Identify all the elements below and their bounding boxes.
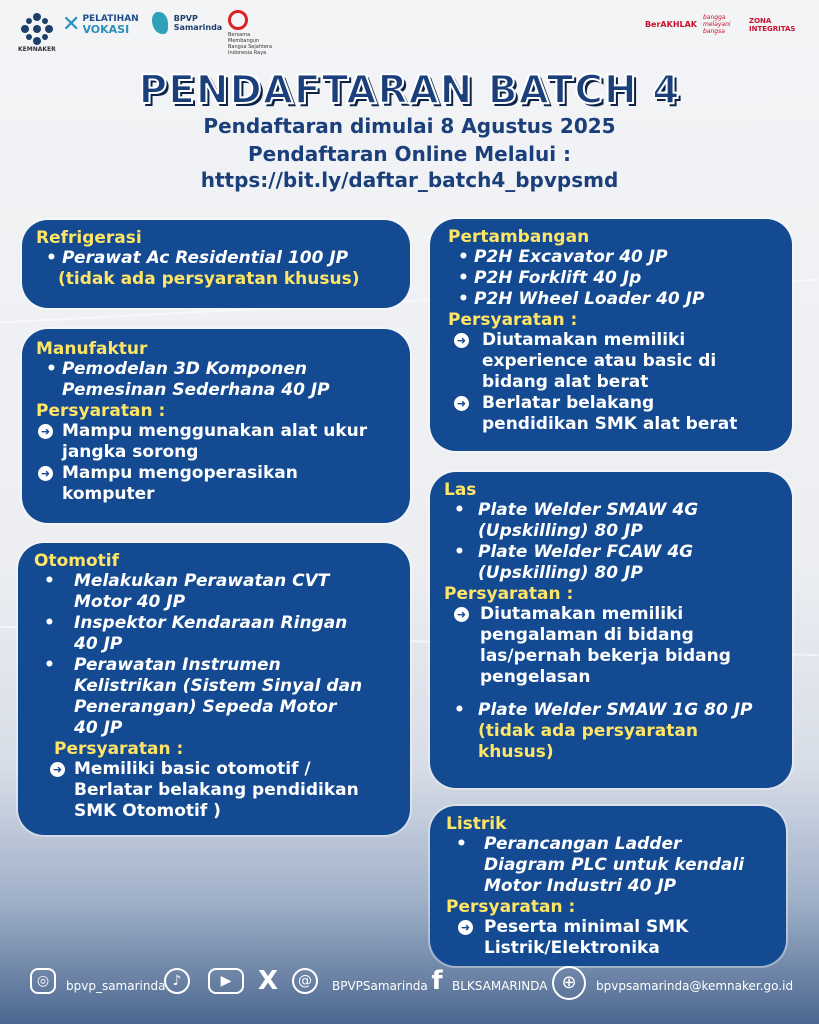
x-icon[interactable]: X	[257, 966, 279, 996]
zona-integritas-logo: ZONA INTEGRITAS	[749, 16, 796, 33]
course-line: • Pemodelan 3D Komponen	[62, 359, 308, 379]
course-item: • Perawat Ac Residential 100 JP	[36, 248, 396, 269]
course-item	[34, 613, 394, 655]
arrow-right-icon: ➜	[454, 333, 469, 348]
email-address[interactable]: bpvpsamarinda@kemnaker.go.id	[596, 979, 794, 993]
requirement-line: Mampu menggunakan alat ukur	[62, 421, 368, 441]
course-line: (Upskilling) 80 JP	[478, 563, 643, 583]
arrow-right-icon: ➜	[38, 466, 53, 481]
arrow-right-icon: ➜	[454, 607, 469, 622]
berakhlak-logo: BerAKHLAK	[644, 20, 697, 29]
course-item: • P2H Wheel Loader 40 JP	[448, 289, 774, 310]
requirements-label: Persyaratan :	[448, 310, 578, 330]
course-line: 40 JP	[74, 634, 123, 654]
requirement-line: Diutamakan memiliki	[482, 330, 686, 350]
course-line: • Melakukan Perawatan CVT	[74, 571, 330, 591]
instagram-handle[interactable]: bpvp_samarinda	[66, 979, 166, 993]
x-handle[interactable]: BPVPSamarinda	[332, 979, 428, 993]
bercerita-logo	[228, 10, 276, 56]
requirement-item	[448, 330, 774, 393]
bpvp-figure-icon	[152, 12, 168, 34]
youtube-icon[interactable]: ▶	[208, 968, 244, 994]
page-title: PENDAFTARAN BATCH 4	[138, 68, 681, 113]
requirement-line: Berlatar belakang pendidikan	[74, 780, 359, 800]
course-line: Motor 40 JP	[74, 592, 186, 612]
course-line: Diagram PLC untuk kendali	[484, 855, 745, 875]
course-line: • Inspektor Kendaraan Ringan	[74, 613, 348, 633]
card-las	[430, 472, 792, 788]
requirement-line: komputer	[62, 484, 155, 504]
header-logos	[0, 0, 819, 60]
course-item	[36, 359, 396, 401]
kemnaker-emblem-icon	[20, 12, 54, 46]
instagram-icon[interactable]: ◎	[30, 968, 56, 994]
course-line: • Plate Welder SMAW 4G	[478, 500, 699, 520]
tiktok-icon[interactable]: ♪	[164, 968, 190, 994]
vokasi-label: VOKASI	[82, 22, 130, 36]
bpvp-samarinda-logo	[152, 12, 222, 34]
requirement-line: Memiliki basic otomotif /	[74, 759, 311, 779]
course-line: Penerangan) Sepeda Motor	[74, 697, 337, 717]
course-item: • P2H Excavator 40 JP	[448, 247, 774, 268]
course-line: • Perancangan Ladder	[484, 834, 682, 854]
requirement-line: Berlatar belakang	[482, 393, 655, 413]
card-otomotif	[18, 543, 410, 835]
requirement-item	[448, 393, 774, 435]
course-item	[34, 655, 394, 739]
category-pertambangan: Pertambangan	[448, 227, 590, 247]
category-las: Las	[444, 480, 477, 500]
bangga-melayani-logo: bangga melayani bangsa	[703, 14, 731, 35]
course-item	[444, 542, 778, 584]
requirements-label: Persyaratan :	[36, 401, 166, 421]
requirements-label: Persyaratan :	[444, 584, 574, 604]
course-item	[34, 571, 394, 613]
course-line: • Plate Welder FCAW 4G	[478, 542, 694, 562]
course-item	[444, 500, 778, 542]
kemnaker-label: KEMNAKER	[18, 46, 56, 53]
category-refrigerasi: Refrigerasi	[36, 228, 142, 248]
course-line: Pemesinan Sederhana 40 JP	[62, 380, 330, 400]
course-line: (Upskilling) 80 JP	[478, 521, 643, 541]
right-logos	[645, 14, 799, 35]
note-line: (tidak ada persyaratan	[478, 721, 698, 741]
note-line: khusus)	[478, 742, 554, 762]
ring-icon	[228, 10, 248, 30]
card-listrik	[430, 806, 786, 966]
requirement-item	[34, 759, 394, 822]
requirement-item	[446, 917, 770, 959]
course-line: 40 JP	[74, 718, 123, 738]
online-registration-label: Pendaftaran Online Melalui :	[247, 142, 572, 166]
requirement-line: Peserta minimal SMK	[484, 917, 689, 937]
requirement-line: las/pernah bekerja bidang	[480, 646, 731, 666]
course-item	[446, 834, 770, 897]
requirement-item	[444, 604, 778, 688]
requirement-line: Listrik/Elektronika	[484, 938, 660, 958]
arrow-right-icon: ➜	[50, 762, 65, 777]
course-item: • P2H Forklift 40 Jp	[448, 268, 774, 289]
requirements-label: Persyaratan :	[54, 739, 184, 759]
card-manufaktur	[22, 329, 410, 523]
requirement-item	[36, 421, 396, 463]
course-line: Motor Industri 40 JP	[484, 876, 677, 896]
requirement-line: jangka sorong	[62, 442, 199, 462]
facebook-handle[interactable]: BLKSAMARINDA	[452, 979, 548, 993]
globe-icon[interactable]: ⊕	[552, 966, 586, 1000]
threads-icon[interactable]: @	[292, 968, 318, 994]
card-pertambangan	[430, 219, 792, 451]
arrow-right-icon: ➜	[454, 396, 469, 411]
requirements-label: Persyaratan :	[446, 897, 576, 917]
course-line: • Perawatan Instrumen	[74, 655, 281, 675]
course-item: • Plate Welder SMAW 1G 80 JP	[444, 700, 778, 721]
requirement-line: Mampu mengoperasikan	[62, 463, 298, 483]
requirement-line: pengelasan	[480, 667, 591, 687]
requirement-line: pendidikan SMK alat berat	[482, 414, 738, 434]
arrow-right-icon: ➜	[458, 920, 473, 935]
course-line: Kelistrikan (Sistem Sinyal dan	[74, 676, 363, 696]
requirement-line: experience atau basic di	[482, 351, 717, 371]
bpvp-label: BPVP	[173, 14, 198, 23]
pelatihan-label: PELATIHAN	[82, 13, 139, 24]
requirement-note: (tidak ada persyaratan khusus)	[58, 269, 360, 289]
pelatihan-vokasi-logo	[62, 12, 139, 37]
vokasi-x-icon: ✕	[62, 12, 81, 37]
requirement-note	[444, 721, 778, 763]
bercerita-label: Bersama Membangun Bangsa Sejahtera Indonesia Raya	[228, 32, 273, 56]
requirement-line: pengalaman di bidang	[480, 625, 694, 645]
category-listrik: Listrik	[446, 814, 507, 834]
card-refrigerasi	[22, 220, 410, 308]
category-manufaktur: Manufaktur	[36, 339, 148, 359]
requirement-line: bidang alat berat	[482, 372, 649, 392]
category-otomotif: Otomotif	[34, 551, 119, 571]
footer-social	[0, 962, 819, 1018]
registration-start-date: Pendaftaran dimulai 8 Agustus 2025	[203, 114, 616, 138]
registration-link[interactable]: https://bit.ly/daftar_batch4_bpvpsmd	[200, 168, 619, 192]
requirement-line: SMK Otomotif )	[74, 801, 221, 821]
requirement-item	[36, 463, 396, 505]
facebook-icon[interactable]: f	[431, 966, 443, 996]
samarinda-label: Samarinda	[173, 23, 223, 32]
kemnaker-logo	[20, 12, 56, 54]
requirement-line: Diutamakan memiliki	[480, 604, 684, 624]
arrow-right-icon: ➜	[38, 424, 53, 439]
